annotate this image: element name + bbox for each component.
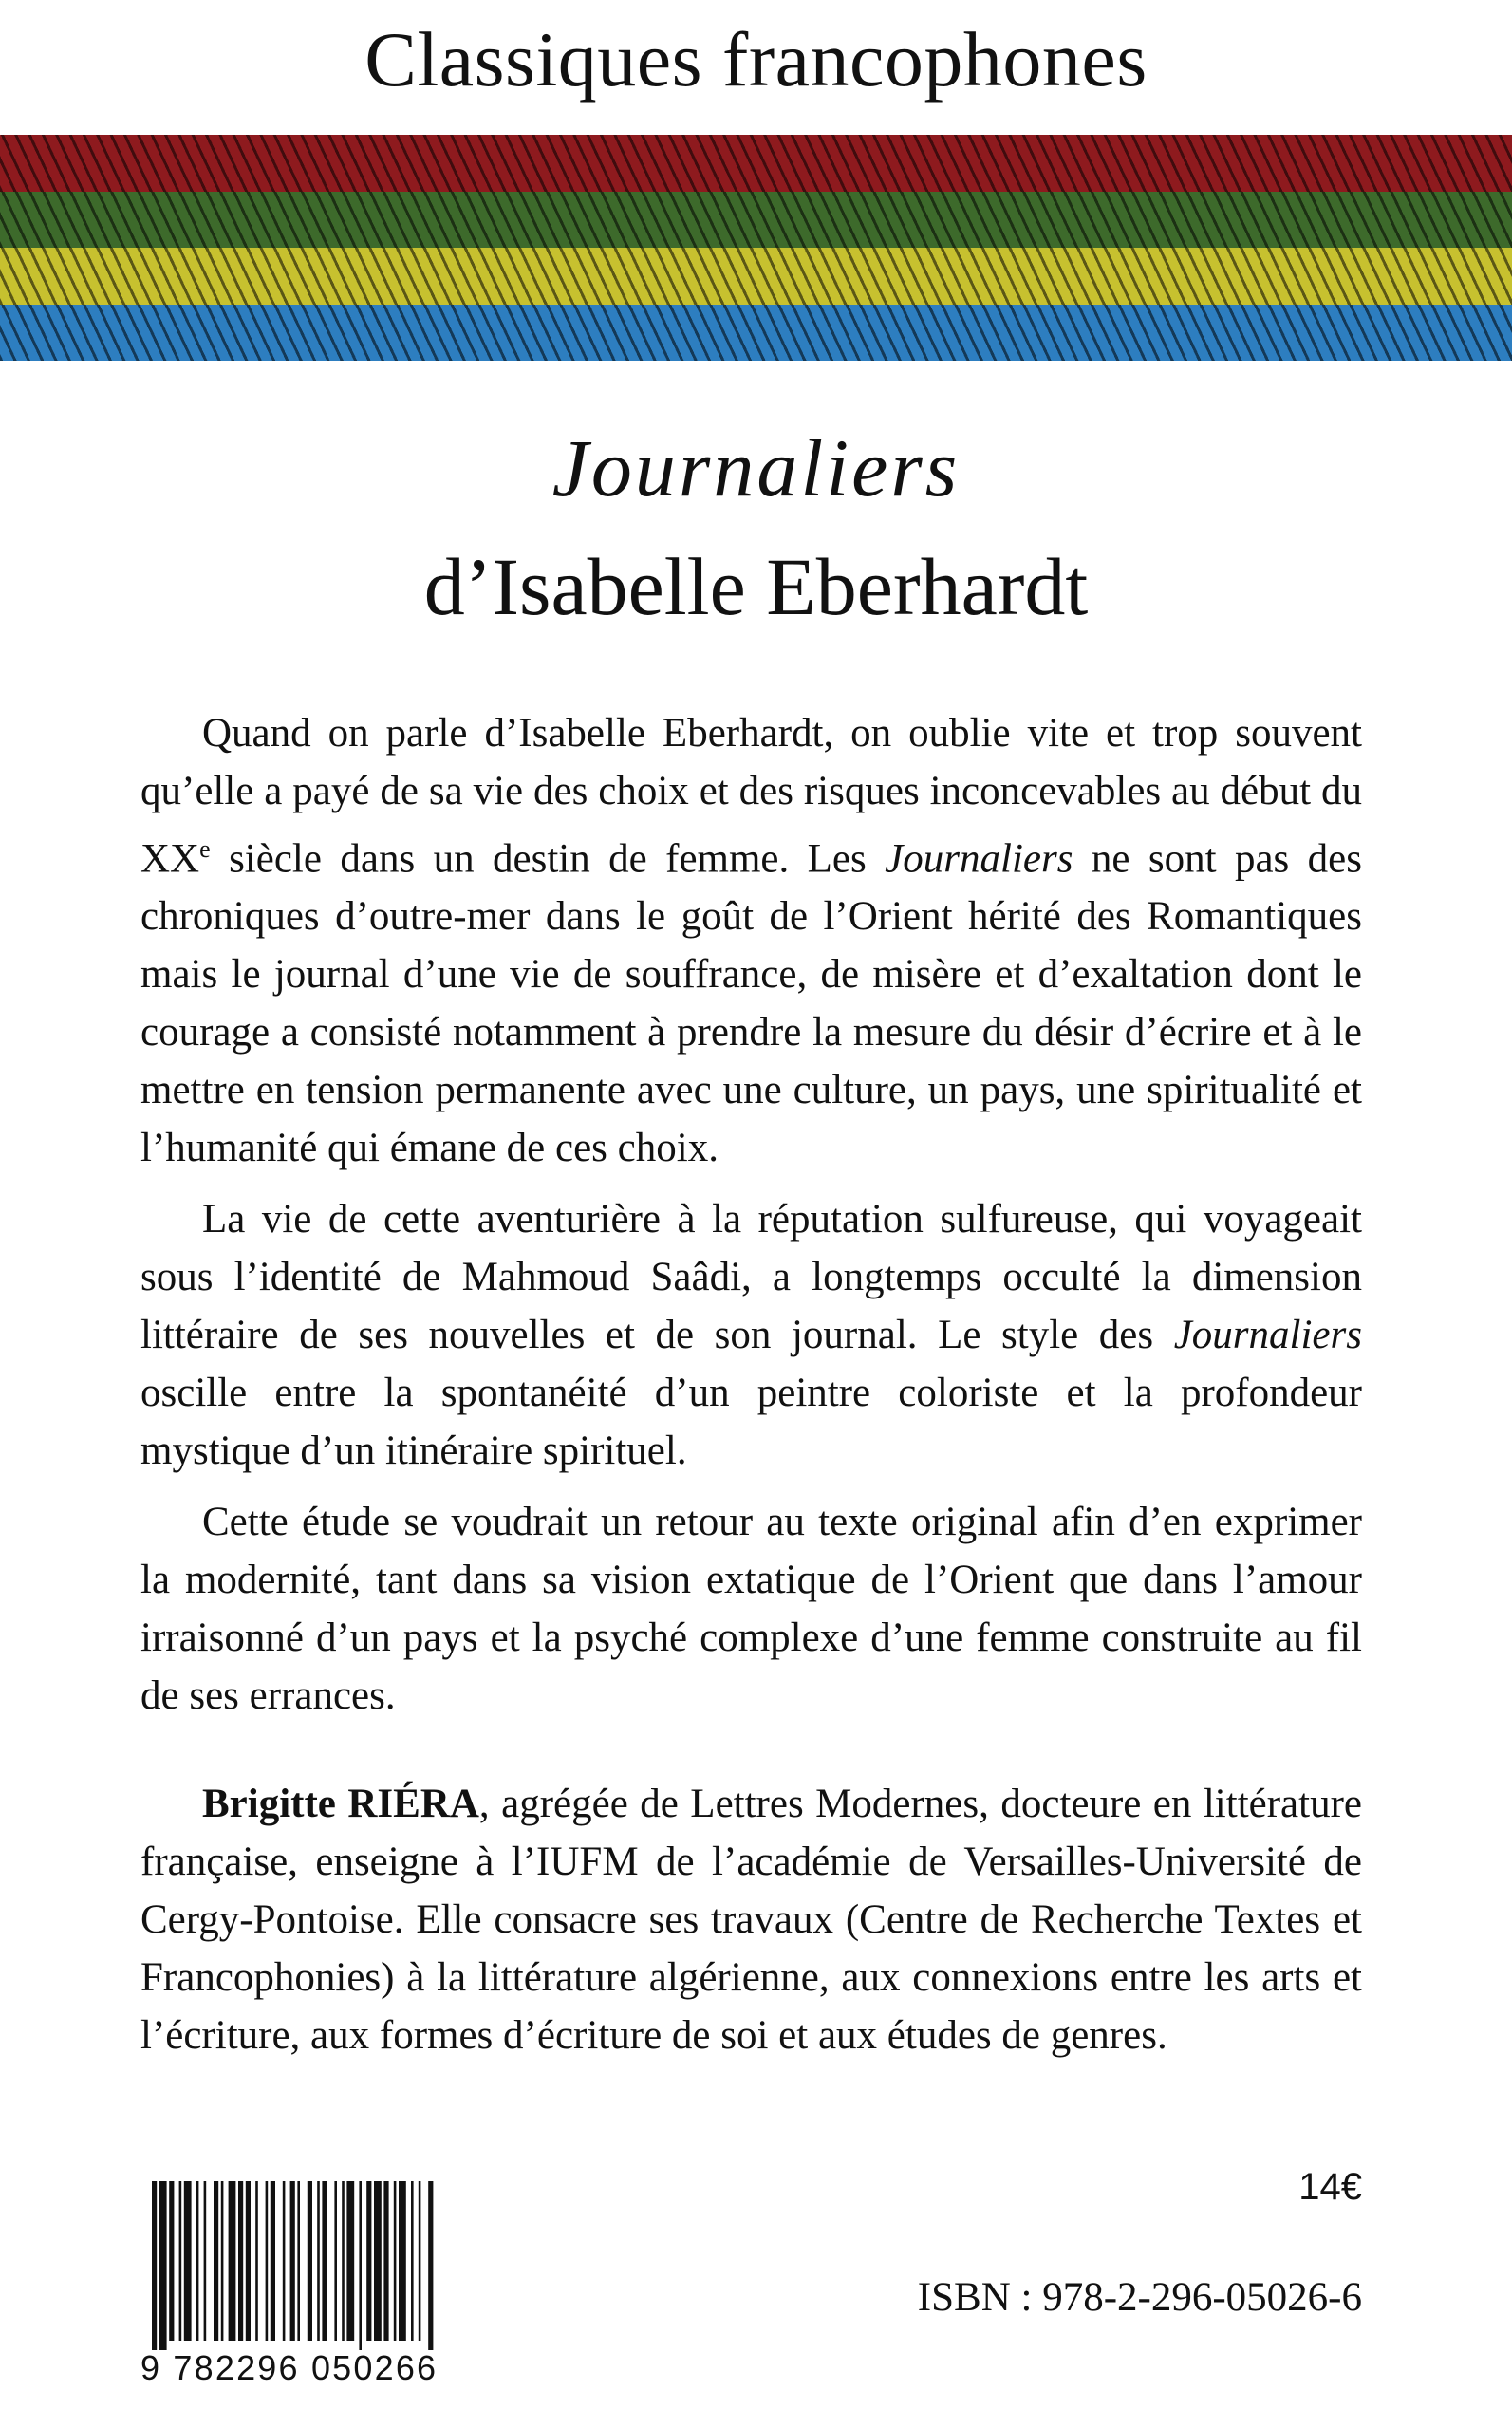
summary-paragraph-3: Cette étude se voudrait un retour au texte original afin d’en exprimer la modernité, tant dans sa vision extatique de l’Orient que dans l’amour irraisonné d’un pays et la psyché complexe d’une femme construite au fil de ses errances.	[140, 1500, 1362, 1719]
barcode-bar	[366, 2181, 371, 2341]
red-stripe	[0, 135, 1512, 192]
p1-superscript: e	[199, 835, 211, 863]
barcode-bar	[271, 2181, 275, 2341]
barcode-bar	[159, 2181, 167, 2350]
author-bio	[140, 1775, 1362, 2064]
isbn: ISBN : 978-2-296-05026-6	[917, 2275, 1362, 2320]
barcode-bar	[266, 2181, 269, 2341]
barcode-bar	[297, 2181, 300, 2341]
barcode	[140, 2181, 444, 2390]
p1-text-c: ne sont pas des chroniques d’outre-mer dans le goût de l’Orient hérité des Romantiques mais le journal d’une vie de souffrance, de misère et d’exaltation dont le courage a consisté notamment à prendre la mesure du désir d’écrire et à le mettre en tension permanente avec une culture, un pays, une spiritualité et l’humanité qui émane de ces choix.	[140, 836, 1362, 1171]
p1-italic-title: Journaliers	[885, 836, 1073, 882]
barcode-bar	[238, 2181, 243, 2341]
barcode-bar	[214, 2181, 218, 2341]
barcode-bar	[399, 2181, 406, 2341]
barcode-bar	[152, 2181, 157, 2350]
barcode-bar	[419, 2181, 421, 2341]
barcode-bar	[169, 2181, 174, 2341]
blue-stripe	[0, 305, 1512, 362]
barcode-bar	[383, 2181, 388, 2341]
barcode-bar	[359, 2181, 362, 2350]
barcode-bar	[179, 2181, 182, 2341]
book-title: Journaliers	[551, 422, 961, 514]
bio-paragraph	[140, 1775, 1362, 2064]
barcode-bars	[140, 2181, 444, 2350]
barcode-bar	[394, 2181, 397, 2341]
barcode-bar	[229, 2181, 236, 2341]
yellow-stripe	[0, 248, 1512, 305]
barcode-bar	[184, 2181, 192, 2341]
summary-paragraph-2	[140, 1190, 1362, 1480]
summary-paragraph-1	[140, 704, 1362, 1177]
barcode-bar	[374, 2181, 382, 2341]
book-author-line: d’Isabelle Eberhardt	[423, 541, 1089, 632]
p2-text-a: La vie de cette aventurière à la réputation sulfureuse, qui voyageait sous l’identité de Mahmoud Saâdi, a longtemps occulté la dimension littéraire de ses nouvelles et de son journal. Le style des	[140, 1197, 1362, 1358]
barcode-bar	[255, 2181, 258, 2341]
barcode-bar	[246, 2181, 251, 2341]
summary-text	[140, 704, 1362, 1738]
bio-author-name: Brigitte RIÉRA	[202, 1782, 479, 1826]
barcode-bar	[334, 2181, 337, 2341]
color-stripe-band	[0, 135, 1512, 361]
barcode-bar	[346, 2181, 354, 2341]
bio-text: , agrégée de Lettres Modernes, docteure en littérature française, enseigne à l’IUFM de l’académie de Versailles-Université de Cergy-Pontoise. Elle consacre ses travaux (Centre de Recherche Textes et Francophonies) à la littérature algérienne, aux connexions entre les arts et l’écriture, aux formes d’écriture de soi et aux études de genres.	[140, 1782, 1362, 2058]
green-stripe	[0, 192, 1512, 249]
p2-text-b: oscille entre la spontanéité d’un peintre coloriste et la profondeur mystique d’un itinéraire spirituel.	[140, 1371, 1362, 1474]
p2-italic-title: Journaliers	[1173, 1313, 1362, 1358]
series-title: Classiques francophones	[364, 16, 1148, 103]
barcode-bar	[411, 2181, 414, 2341]
p1-text-b: siècle dans un destin de femme. Les	[210, 836, 886, 882]
barcode-bar	[196, 2181, 199, 2341]
barcode-bar	[322, 2181, 327, 2341]
barcode-bar	[308, 2181, 312, 2341]
barcode-bar	[283, 2181, 286, 2341]
p1-text-a: Quand on parle d’Isabelle Eberhardt, on oublie vite et trop souvent qu’elle a payé de sa vie des choix et des risques inconcevables au début du XX	[140, 711, 1362, 882]
barcode-bar	[342, 2181, 345, 2341]
barcode-bar	[317, 2181, 320, 2341]
barcode-bar	[204, 2181, 207, 2341]
barcode-bar	[428, 2181, 433, 2350]
barcode-bar	[221, 2181, 224, 2341]
barcode-digits: 9 782296 050266	[140, 2348, 439, 2387]
price: 14€	[1298, 2166, 1362, 2208]
barcode-bar	[290, 2181, 295, 2341]
